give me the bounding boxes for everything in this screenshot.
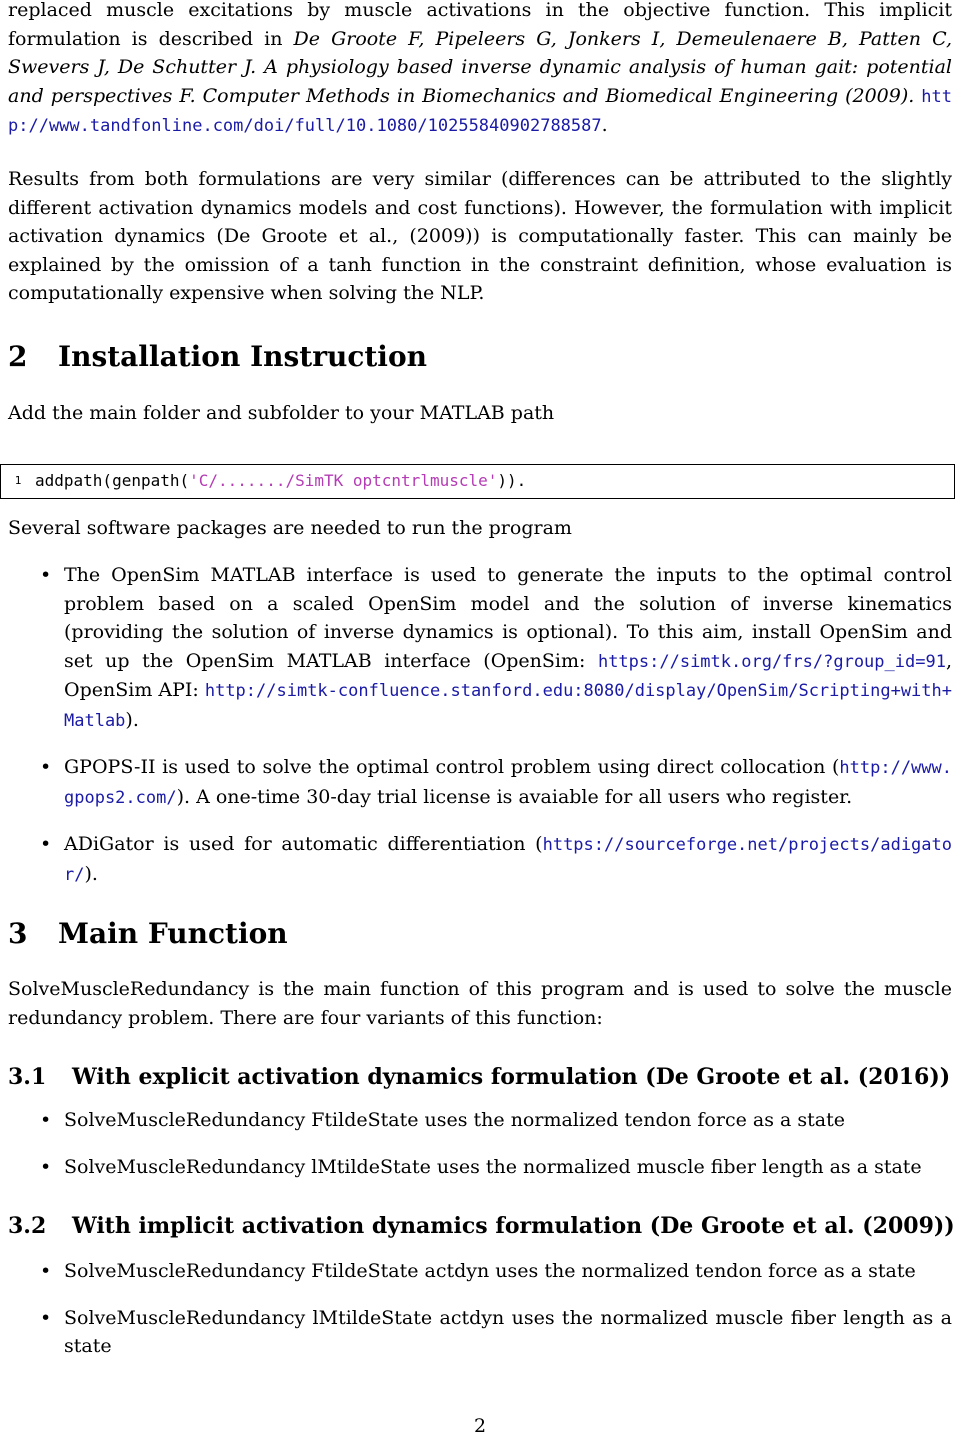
list-item: • ADiGator is used for automatic differentiation (https://sourceforge.net/projects/adigator/). bbox=[40, 833, 952, 885]
code-line: addpath(genpath('C/......./SimTK optcntrlmuscle')). bbox=[35, 471, 527, 491]
code-string: 'C/......./SimTK optcntrlmuscle' bbox=[189, 471, 498, 491]
intro-paragraph: replaced muscle excitations by muscle activations in the objective function. This implicit formulation is described in De Groote F, Pipeleers G, Jonkers I, Demeulenaere B, Patten C, Swevers J, De Schutter J. A physiology based inverse dynamic analysis of human gait: potential and perspectives F. Computer Methods in Biomechanics and Biomedical Engineering (2009). http://www.tandfonline.com/doi/full/10.1080/10255840902788587. bbox=[8, 0, 953, 136]
page-number: 2 bbox=[473, 1415, 487, 1437]
code-listing bbox=[0, 464, 955, 499]
list-item: • The OpenSim MATLAB interface is used to generate the inputs to the optimal control problem based on a scaled OpenSim model and the solution of inverse kinematics (providing the solution of inverse dynamics is optional). To this aim, install OpenSim and set up the OpenSim MATLAB interface (OpenSim: https://simtk.org/frs/?group_id=91, OpenSim API: http://simtk-confluence.stanford.edu:8080/display/OpenSim/Scripting+with+Matlab). bbox=[40, 564, 952, 731]
list-item: • SolveMuscleRedundancy FtildeState uses the normalized tendon force as a state bbox=[40, 1109, 845, 1131]
list-item: • SolveMuscleRedundancy lMtildeState uses the normalized muscle fiber length as a state bbox=[40, 1155, 922, 1178]
intro-text: replaced muscle excitations by muscle activations in the objective function. This implicit formulation is described in bbox=[8, 0, 952, 50]
list-item: • SolveMuscleRedundancy lMtildeState actdyn uses the normalized muscle fiber length as a state bbox=[40, 1306, 952, 1357]
installation-intro: Add the main folder and subfolder to your MATLAB path bbox=[8, 402, 555, 424]
citation: De Groote F, Pipeleers G, Jonkers I, Demeulenaere B, Patten C, Swevers J, De Schutter J. A physiology based inverse dynamic analysis of human gait: potential and perspectives F. Computer Methods in Biomechanics and Biomedical Engineering (2009). bbox=[8, 27, 952, 107]
packages-intro: Several software packages are needed to run the program bbox=[8, 517, 572, 539]
list-item: • GPOPS-II is used to solve the optimal control problem using direct collocation (http://www.gpops2.com/). A one-time 30-day trial license is avaiable for all users who register. bbox=[40, 756, 952, 808]
subsection-heading-implicit: 3.2 With implicit activation dynamics formulation (De Groote et al. (2009)) bbox=[8, 1213, 955, 1239]
doi-link[interactable]: http://www.tandfonline.com/doi/full/10.1080/10255840902788587 bbox=[8, 86, 953, 136]
explicit-variants-list bbox=[8, 1106, 952, 1199]
results-paragraph: Results from both formulations are very similar (differences can be attributed to the slightly different activation dynamics models and cost functions). However, the formulation with implicit activation dynamics (De Groote et al., (2009)) is computationally faster. This can mainly be explained by the omission of a tanh function in the constraint definition, whose evaluation is computationally expensive when solving the NLP. bbox=[8, 168, 952, 304]
section-heading-main-function: 3 Main Function bbox=[8, 917, 288, 950]
packages-list bbox=[8, 561, 952, 907]
implicit-variants-list bbox=[8, 1257, 952, 1379]
subsection-heading-explicit: 3.1 With explicit activation dynamics formulation (De Groote et al. (2016)) bbox=[8, 1064, 951, 1090]
opensim-api-link[interactable]: http://simtk-confluence.stanford.edu:8080/display/OpenSim/Scripting+with+Matlab bbox=[64, 681, 952, 731]
section-heading-installation: 2 Installation Instruction bbox=[8, 340, 427, 373]
gpops-link[interactable]: http://www.gpops2.com/ bbox=[64, 758, 952, 808]
opensim-link[interactable]: https://simtk.org/frs/?group_id=91 bbox=[597, 651, 946, 672]
main-function-intro: SolveMuscleRedundancy is the main function of this program and is used to solve the muscle redundancy problem. There are four variants of this function: bbox=[8, 978, 952, 1029]
list-item: • SolveMuscleRedundancy FtildeState actdyn uses the normalized tendon force as a state bbox=[40, 1260, 916, 1282]
adigator-link[interactable]: https://sourceforge.net/projects/adigator/ bbox=[64, 835, 952, 885]
code-line-number: 1 bbox=[14, 474, 22, 488]
